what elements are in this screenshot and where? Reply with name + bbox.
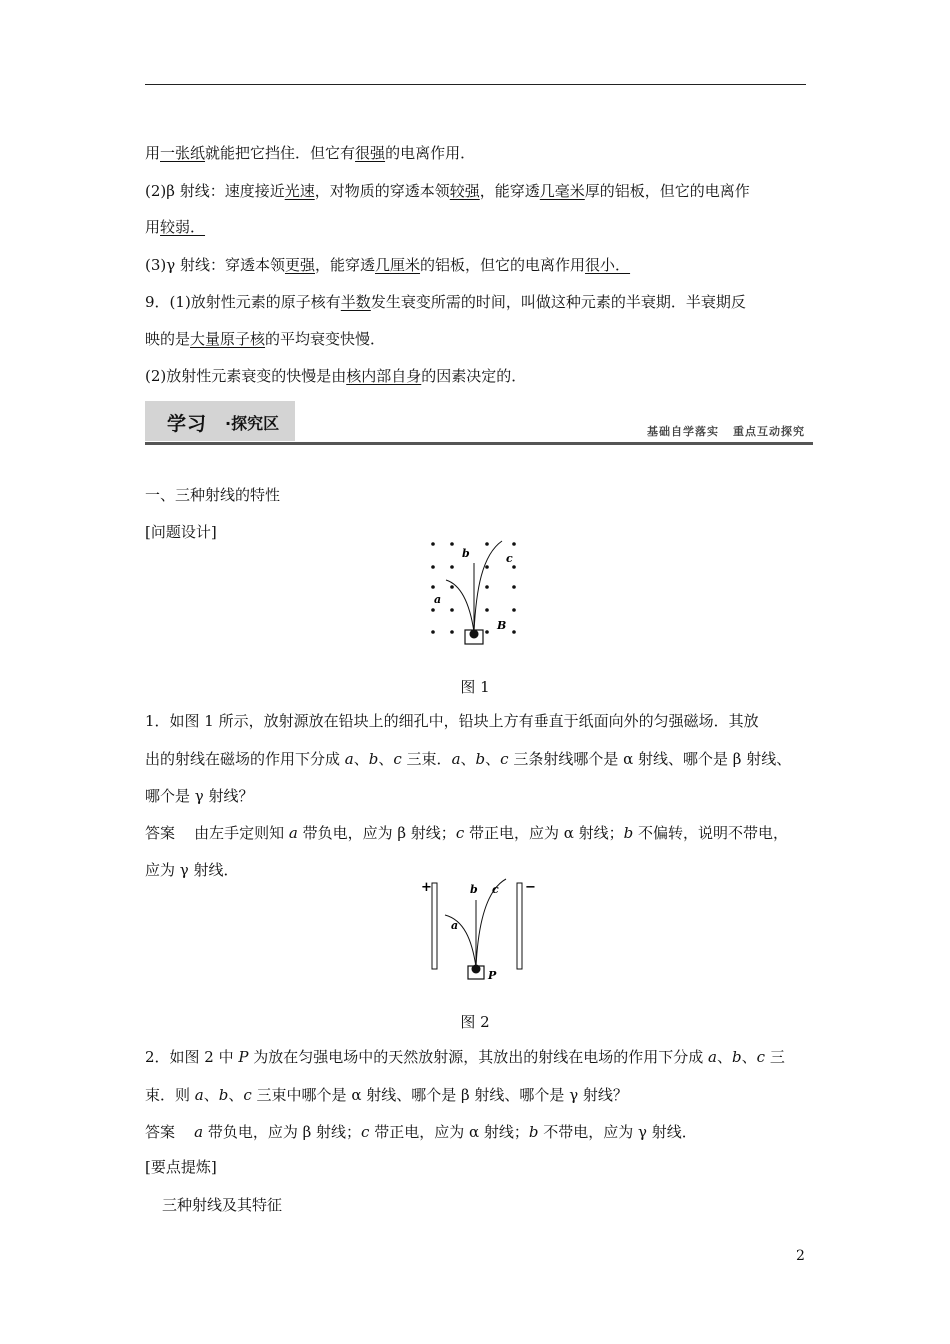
question-design-label: [问题设计]: [145, 523, 217, 541]
text-line-6: 映的是大量原子核的平均衰变快慢．: [145, 330, 386, 348]
text-line-2: (2)β 射线：速度接近光速，对物质的穿透本领较强，能穿透几毫米厚的铝板，但它的电离作: [145, 182, 750, 200]
plate-negative: [517, 883, 522, 969]
label-c: c: [492, 883, 499, 896]
text-line-7: (2)放射性元素衰变的快慢是由核内部自身的因素决定的．: [145, 367, 527, 385]
text-line-5: 9．(1)放射性元素的原子核有半数发生衰变所需的时间，叫做这种元素的半衰期．半衰期反: [145, 293, 746, 311]
label-c: c: [506, 552, 513, 565]
figure-1-diagram: [420, 535, 530, 650]
q1-answer-line-2: 应为 γ 射线．: [145, 861, 239, 879]
label-b: b: [462, 547, 470, 560]
label-a: a: [451, 919, 459, 932]
label-a: a: [434, 593, 442, 606]
figure-2-diagram: [418, 875, 543, 985]
ray-a-path: [446, 580, 474, 632]
label-b: b: [470, 883, 478, 896]
q1-line-2: 出的射线在磁场的作用下分成 a、b、c 三束．a、b、c 三条射线哪个是 α 射线、哪个是 β 射线、: [145, 750, 792, 768]
q2-line-1: 2．如图 2 中 P 为放在匀强电场中的天然放射源，其放出的射线在电场的作用下分成 a、b、c 三: [145, 1048, 785, 1066]
page-number: 2: [796, 1248, 805, 1264]
figure-2-caption: 图 2: [460, 1013, 490, 1031]
banner-tag-2: 重点互动探究: [733, 425, 805, 438]
key-points-label: [要点提炼]: [145, 1158, 217, 1176]
source-dot: [472, 965, 481, 974]
figure-1-caption: 图 1: [460, 678, 490, 696]
q1-line-3: 哪个是 γ 射线？: [145, 787, 254, 805]
source-dot: [470, 630, 479, 639]
q1-answer: 答案 由左手定则知 a 带负电，应为 β 射线；c 带正电，应为 α 射线；b 不偏转，说明不带电，: [145, 824, 789, 842]
key-points-item: 三种射线及其特征: [162, 1196, 283, 1214]
q2-line-2: 束．则 a、b、c 三束中哪个是 α 射线、哪个是 β 射线、哪个是 γ 射线？: [145, 1086, 628, 1104]
plus-sign: +: [421, 880, 432, 895]
text-line-1: 用一张纸就能把它挡住．但它有很强的电离作用．: [145, 144, 476, 162]
label-P: P: [488, 969, 497, 982]
label-B: B: [497, 619, 507, 632]
banner-rule: [145, 442, 813, 445]
plate-positive: [432, 883, 437, 969]
text-line-4: (3)γ 射线：穿透本领更强，能穿透几厘米的铝板，但它的电离作用很小．: [145, 256, 631, 274]
banner-title: 学习: [167, 413, 208, 435]
q2-answer: 答案 a 带负电，应为 β 射线；c 带正电，应为 α 射线；b 不带电，应为 γ 射线．: [145, 1123, 697, 1141]
header-rule: [145, 84, 806, 85]
banner-tags: [633, 423, 805, 439]
ray-c-path: [476, 879, 506, 967]
section-banner: [145, 401, 813, 445]
ray-a-path: [445, 915, 476, 967]
section-heading: 一、三种射线的特性: [145, 486, 281, 504]
text-line-3: 用较弱．: [145, 218, 206, 236]
banner-tag-1: 基础自学落实: [647, 425, 719, 438]
minus-sign: −: [525, 880, 536, 895]
banner-subtitle: ·探究区: [225, 414, 280, 433]
q1-line-1: 1．如图 1 所示，放射源放在铅块上的细孔中，铅块上方有垂直于纸面向外的匀强磁场．其放: [145, 712, 759, 730]
